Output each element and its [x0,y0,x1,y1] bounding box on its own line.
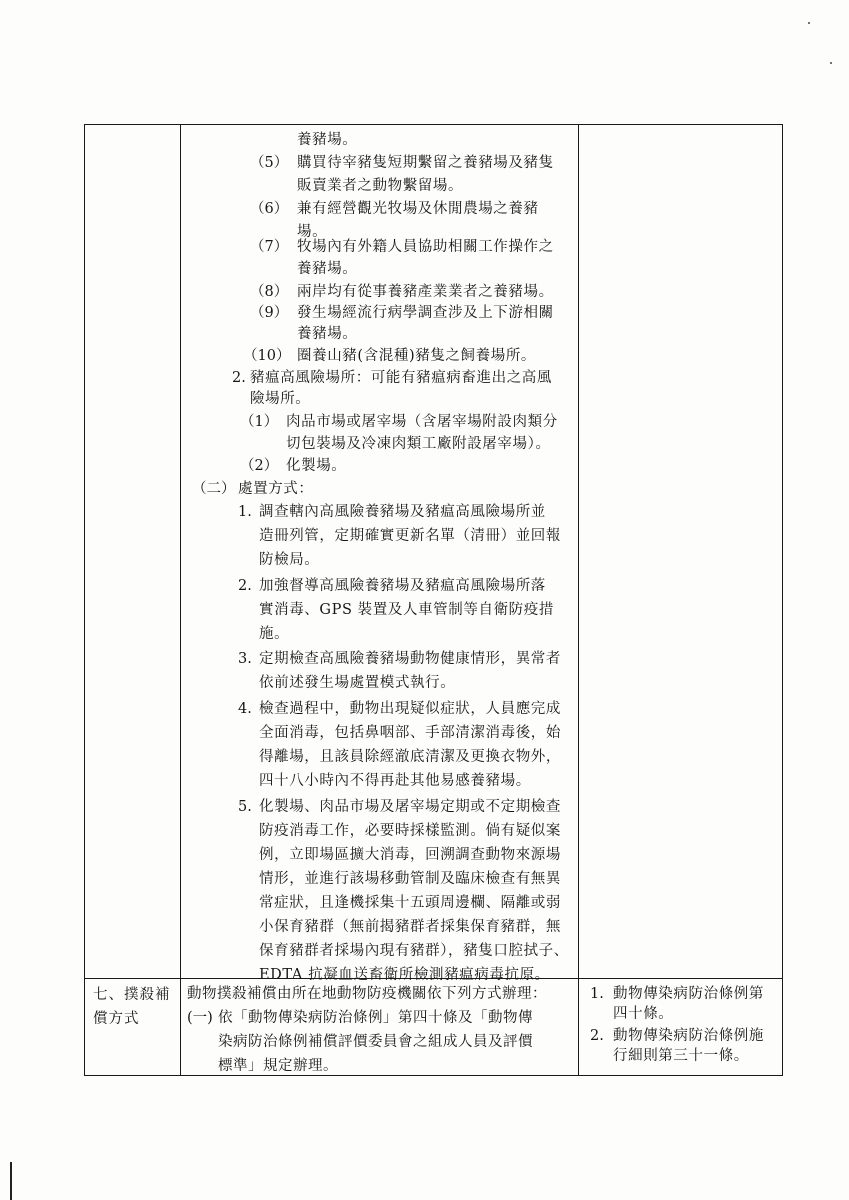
content-line: 販賣業者之動物繫留場。 [297,178,464,194]
content-line: EDTA 抗凝血送畜衛所檢測豬瘟病毒抗原。 [259,967,550,983]
content-line: 防疫消毒工作，必要時採樣監測。倘有疑似案 [259,823,561,839]
section-7-label-line1: 七、撲殺補 [93,987,171,1003]
content-line: 施。 [259,626,290,642]
section-7-item-line2: 染病防治條例補償評價委員會之組成人員及評價 [218,1034,533,1050]
content-line: 加強督導高風險養豬場及豬瘟高風險場所落 [259,578,546,594]
content-line: 圈養山豬(含混種)豬隻之飼養場所。 [297,348,537,364]
section-7-item-line3: 標準」規定辦理。 [218,1058,338,1074]
content-line: 防檢局。 [259,552,320,568]
list-item-marker: 2. [238,578,252,594]
content-line: 處置方式： [238,481,314,497]
content-line: 化製場。 [286,458,347,474]
section-7-item-marker: (一) [187,1010,213,1026]
list-item-marker: （5） [250,155,289,171]
section-7-intro: 動物撲殺補償由所在地動物防疫機關依下列方式辦理： [187,986,547,1002]
list-item-marker: （1） [240,414,279,430]
content-line: 檢查過程中，動物出現疑似症狀，人員應完成 [259,701,561,717]
content-line: 豬瘟高風險場所：可能有豬瘟病畜進出之高風 [250,370,552,386]
content-line: 定期檢查高風險養豬場動物健康情形，異常者 [259,651,561,667]
content-line: 造冊列管，定期確實更新名單（清冊）並回報 [259,528,561,544]
list-item-marker: （10） [243,348,291,364]
content-line: 牧場內有外籍人員協助相關工作操作之 [297,239,554,255]
reference-2-line2: 行細則第三十一條。 [613,1048,749,1064]
list-item-marker: （2） [240,458,279,474]
content-line: 保育豬群者採場內現有豬群），豬隻口腔拭子、 [259,943,569,959]
list-item-marker: 5. [238,799,252,815]
content-line: 購買待宰豬隻短期繫留之養豬場及豬隻 [297,155,554,171]
table-border-bottom [84,1075,783,1076]
section-7-label-line2: 償方式 [93,1011,140,1027]
content-line: 得離場，且該員除經澈底清潔及更換衣物外， [259,749,561,765]
content-line: 肉品市場或屠宰場（含屠宰場附設肉類分 [286,414,558,430]
content-line: 養豬場。 [297,132,358,148]
scan-speck [808,22,810,24]
list-item-marker: 1. [238,504,252,520]
table-border-left [84,124,85,1076]
content-line: 依前述發生場處置模式執行。 [259,675,456,691]
table-divider-col1 [180,124,181,1076]
content-line: 化製場、肉品市場及屠宰場定期或不定期檢查 [259,799,561,815]
content-line: 例，立即場區擴大消毒，回溯調查動物來源場 [259,847,561,863]
list-item-marker: 3. [238,651,252,667]
content-line: 場。 [297,224,328,240]
content-line: 險場所。 [250,391,311,407]
list-item-marker: 2. [232,370,246,386]
content-line: 實消毒、GPS 裝置及人車管制等自衛防疫措 [259,602,554,618]
content-line: 養豬場。 [297,261,358,277]
content-line: 小保育豬群（無前揭豬群者採集保育豬群，無 [259,919,561,935]
scan-speck [830,62,832,64]
reference-1-line2: 四十條。 [613,1006,674,1022]
list-item-marker: （二） [192,481,236,497]
reference-2-line1: 動物傳染病防治條例施 [613,1028,764,1044]
content-line: 全面消毒，包括鼻咽部、手部清潔消毒後，始 [259,725,561,741]
reference-1-line1: 動物傳染病防治條例第 [613,986,764,1002]
reference-2-marker: 2. [590,1028,604,1044]
reference-1-marker: 1. [590,986,604,1002]
content-line: 切包裝場及冷凍肉類工廠附設屠宰場）。 [286,436,551,452]
table-divider-col2 [578,124,579,1076]
list-item-marker: （7） [250,239,289,255]
table-border-right [782,124,783,1076]
content-line: 兩岸均有從事養豬產業業者之養豬場。 [297,284,554,300]
list-item-marker: 4. [238,701,252,717]
section-7-item-line1: 依「動物傳染病防治條例」第四十條及「動物傳 [218,1010,533,1026]
content-line: 養豬場。 [297,326,358,342]
content-line: 四十八小時內不得再赴其他易感養豬場。 [259,773,531,789]
content-line: 調查轄內高風險養豬場及豬瘟高風險場所並 [259,504,546,520]
list-item-marker: （8） [250,284,289,300]
scan-edge-mark [10,1162,12,1200]
content-line: 情形，並進行該場移動管制及臨床檢查有無異 [259,871,561,887]
table-border-top [84,124,783,125]
content-line: 兼有經營觀光牧場及休閒農場之養豬 [297,201,539,217]
content-line: 發生場經流行病學調查涉及上下游相關 [297,305,554,321]
content-line: 常症狀，且逢機採集十五頭周邊欄、隔離或弱 [259,895,561,911]
list-item-marker: （6） [250,201,289,217]
list-item-marker: （9） [250,305,289,321]
